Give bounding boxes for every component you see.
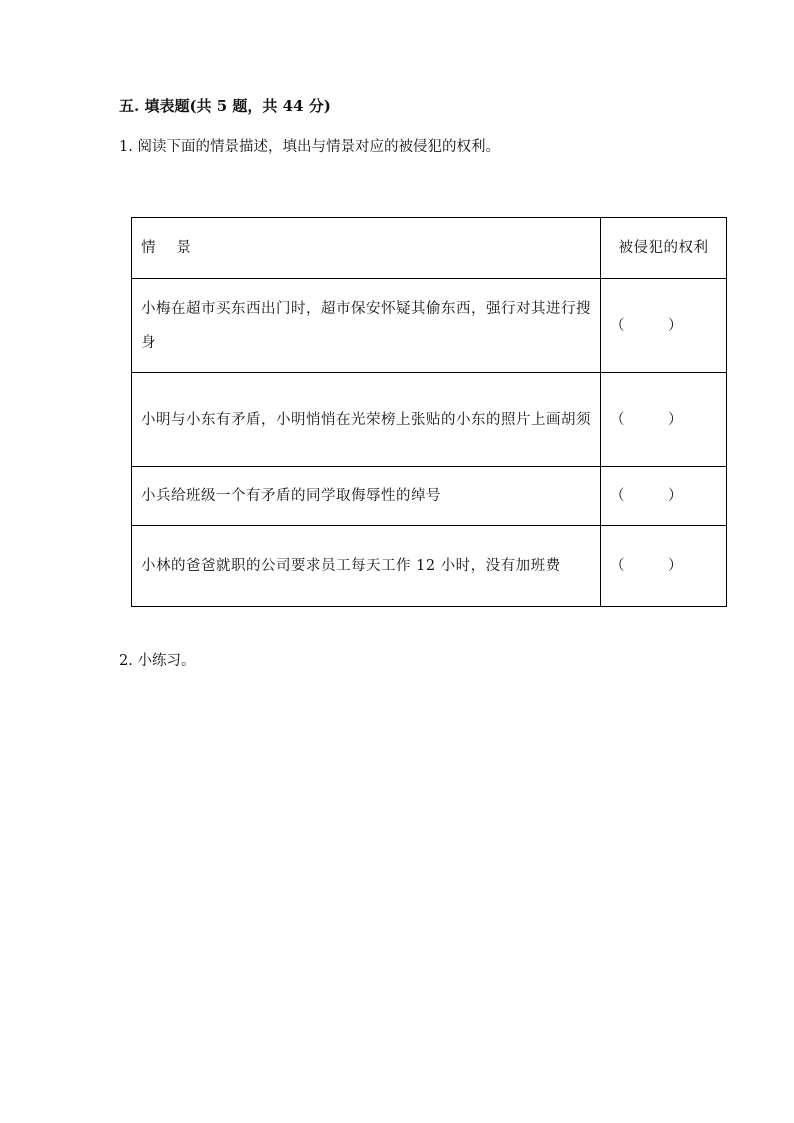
answer-blank[interactable] bbox=[601, 279, 727, 373]
scene-cell: 小兵给班级一个有矛盾的同学取侮辱性的绰号 bbox=[132, 467, 601, 526]
header-violated-right: 被侵犯的权利 bbox=[601, 218, 727, 279]
table-row bbox=[132, 526, 727, 607]
table-header-row bbox=[132, 218, 727, 279]
table-row bbox=[132, 373, 727, 467]
answer-blank[interactable] bbox=[601, 467, 727, 526]
answer-close-paren: ） bbox=[668, 558, 683, 574]
table-row bbox=[132, 279, 727, 373]
section-title: 五. 填表题(共 5 题，共 44 分) bbox=[119, 97, 331, 115]
question-2-prompt: 2. 小练习。 bbox=[119, 653, 196, 669]
scene-cell: 小明与小东有矛盾，小明悄悄在光荣榜上张贴的小东的照片上画胡须 bbox=[132, 373, 601, 467]
answer-blank[interactable] bbox=[601, 373, 727, 467]
answer-close-paren: ） bbox=[668, 488, 683, 504]
scene-cell: 小梅在超市买东西出门时，超市保安怀疑其偷东西，强行对其进行搜身 bbox=[132, 279, 601, 373]
question-1-prompt: 1. 阅读下面的情景描述，填出与情景对应的被侵犯的权利。 bbox=[119, 139, 500, 155]
table-row bbox=[132, 467, 727, 526]
answer-open-paren: （ bbox=[610, 488, 625, 504]
header-scene: 情 景 bbox=[132, 218, 601, 279]
answer-open-paren: （ bbox=[610, 558, 625, 574]
rights-table bbox=[131, 217, 727, 607]
answer-close-paren: ） bbox=[668, 411, 683, 428]
answer-open-paren: （ bbox=[610, 317, 625, 334]
scene-cell: 小林的爸爸就职的公司要求员工每天工作 12 小时，没有加班费 bbox=[132, 526, 601, 607]
answer-open-paren: （ bbox=[610, 411, 625, 428]
answer-blank[interactable] bbox=[601, 526, 727, 607]
answer-close-paren: ） bbox=[668, 317, 683, 334]
